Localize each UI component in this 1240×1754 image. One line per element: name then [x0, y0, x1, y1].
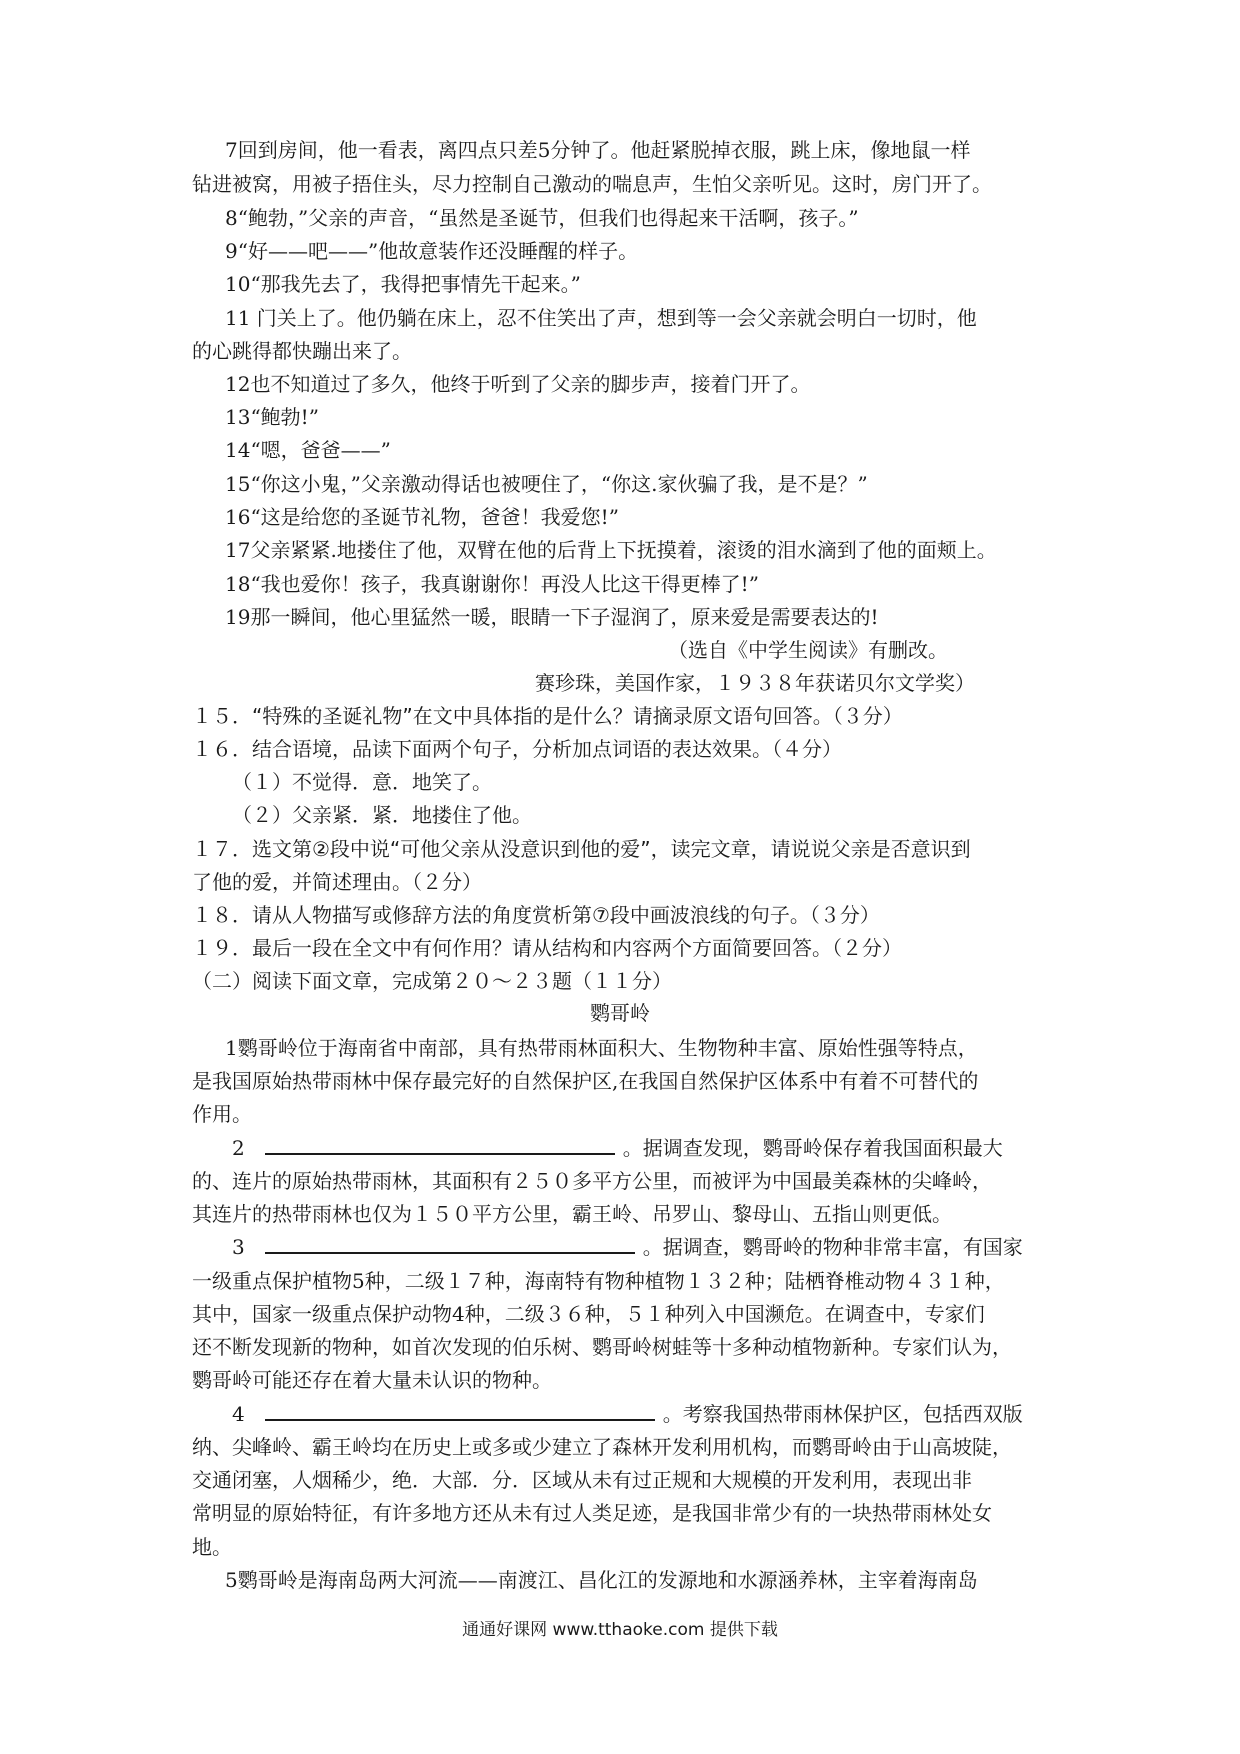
article-p3-line5: 鹦哥岭可能还存在着大量未认识的物种。: [192, 1368, 552, 1392]
story-p10: 10“那我先去了，我得把事情先干起来。”: [225, 272, 581, 296]
article-p4-line2: 纳、尖峰岭、霸王岭均在历史上或多或少建立了森林开发利用机构，而鹦哥岭由于山高坡陡，: [192, 1435, 1012, 1459]
article-p3-line2: 一级重点保护植物5种，二级１７种，海南特有物种植物１３２种；陆栖脊椎动物４３１种，: [192, 1269, 1005, 1293]
article-p4-line5: 地。: [192, 1535, 232, 1559]
article-p2-line3: 其连片的热带雨林也仅为１５０平方公里，霸王岭、吊罗山、黎母山、五指山则更低。: [192, 1202, 952, 1226]
article-p2-line1: [232, 1135, 1003, 1161]
question-17-line2: 了他的爱，并简述理由。（２分）: [192, 870, 482, 894]
question-15: １５．“特殊的圣诞礼物”在文中具体指的是什么？请摘录原文语句回答。（３分）: [192, 704, 903, 728]
article-title: 鹦哥岭: [590, 1001, 650, 1025]
article-p2-line2: 的、连片的原始热带雨林，其面积有２５０多平方公里，而被评为中国最美森林的尖峰岭，: [192, 1169, 992, 1193]
story-p8: 8“鲍勃，”父亲的声音，“虽然是圣诞节，但我们也得起来干活啊，孩子。”: [225, 206, 859, 230]
answer-blank-3[interactable]: [265, 1234, 635, 1254]
article-p4-line1-text: 。考察我国热带雨林保护区，包括西双版: [662, 1402, 1023, 1426]
article-p3-line1: [232, 1234, 1023, 1260]
article-p1-line1: 1鹦哥岭位于海南省中南部，具有热带雨林面积大、生物物种丰富、原始性强等特点，: [225, 1036, 978, 1060]
story-p11-line2: 的心跳得都快蹦出来了。: [192, 339, 412, 363]
page-footer: 通通好课网 www.tthaoke.com 提供下载: [462, 1620, 778, 1640]
story-p19: 19那一瞬间，他心里猛然一暖，眼睛一下子湿润了，原来爱是需要表达的!: [225, 605, 879, 629]
answer-blank-2[interactable]: [265, 1135, 615, 1155]
story-p9: 9“好——吧——”他故意装作还没睡醒的样子。: [225, 239, 639, 263]
answer-blank-4[interactable]: [265, 1401, 655, 1421]
story-p14: 14“嗯，爸爸——”: [225, 438, 391, 462]
story-p7-line1: 7回到房间，他一看表，离四点只差5分钟了。他赶紧脱掉衣服，跳上床，像地鼠一样: [225, 138, 971, 162]
story-p15: 15“你这小鬼，”父亲激动得话也被哽住了，“你这.家伙骗了我，是不是？”: [225, 472, 868, 496]
article-p4-line4: 常明显的原始特征，有许多地方还从未有过人类足迹，是我国非常少有的一块热带雨林处女: [192, 1501, 992, 1525]
story-p16: 16“这是给您的圣诞节礼物，爸爸！我爱您!”: [225, 505, 619, 529]
article-p2-line1-text: 。据调查发现，鹦哥岭保存着我国面积最大: [622, 1136, 1003, 1160]
story-p11-line1: 11 门关上了。他仍躺在床上，忍不住笑出了声，想到等一会父亲就会明白一切时，他: [225, 306, 977, 330]
article-p4-line3: 交通闭塞，人烟稀少，绝．大部．分．区域从未有过正规和大规模的开发利用，表现出非: [192, 1468, 972, 1492]
story-p13: 13“鲍勃!”: [225, 405, 319, 429]
article-p3-line3: 其中，国家一级重点保护动物4种，二级３６种，５１种列入中国濒危。在调查中，专家们: [192, 1302, 985, 1326]
story-p7-line2: 钻进被窝，用被子捂住头，尽力控制自己激动的喘息声，生怕父亲听见。这时，房门开了。: [192, 172, 992, 196]
article-p3-line1-text: 。据调查，鹦哥岭的物种非常丰富，有国家: [642, 1235, 1023, 1259]
story-author-note: 赛珍珠，美国作家，１９３８年获诺贝尔文学奖）: [535, 671, 975, 695]
question-17-line1: １７．选文第②段中说“可他父亲从没意识到他的爱”，读完文章，请说说父亲是否意识到: [192, 837, 971, 861]
article-p2-number: 2: [232, 1136, 245, 1160]
article-p4-number: 4: [232, 1402, 245, 1426]
question-16-item-1: （１）不觉得．意．地笑了。: [232, 770, 492, 794]
story-p12: 12也不知道过了多久，他终于听到了父亲的脚步声，接着门开了。: [225, 372, 811, 396]
question-16: １６．结合语境，品读下面两个句子，分析加点词语的表达效果。（４分）: [192, 737, 842, 761]
article-p5-line1: 5鹦哥岭是海南岛两大河流——南渡江、昌化江的发源地和水源涵养林，主宰着海南岛: [225, 1568, 978, 1592]
article-p3-line4: 还不断发现新的物种，如首次发现的伯乐树、鹦哥岭树蛙等十多种动植物新种。专家们认为，: [192, 1335, 1012, 1359]
article-p1-line2: 是我国原始热带雨林中保存最完好的自然保护区,在我国自然保护区体系中有着不可替代的: [192, 1069, 979, 1093]
article-p1-line3: 作用。: [192, 1102, 252, 1126]
question-19: １９．最后一段在全文中有何作用？请从结构和内容两个方面简要回答。（２分）: [192, 936, 902, 960]
story-p17: 17父亲紧紧.地搂住了他，双臂在他的后背上下抚摸着，滚烫的泪水滴到了他的面颊上。: [225, 538, 997, 562]
question-16-item-2: （２）父亲紧．紧．地搂住了他。: [232, 803, 532, 827]
article-p3-number: 3: [232, 1235, 245, 1259]
story-source: （选自《中学生阅读》有删改。: [668, 638, 948, 662]
article-p4-line1: [232, 1401, 1023, 1427]
story-p18: 18“我也爱你！孩子，我真谢谢你！再没人比这干得更棒了!”: [225, 572, 759, 596]
section-heading: （二）阅读下面文章，完成第２０～２３题（１１分）: [192, 969, 672, 993]
question-18: １８．请从人物描写或修辞方法的角度赏析第⑦段中画波浪线的句子。（３分）: [192, 903, 880, 927]
